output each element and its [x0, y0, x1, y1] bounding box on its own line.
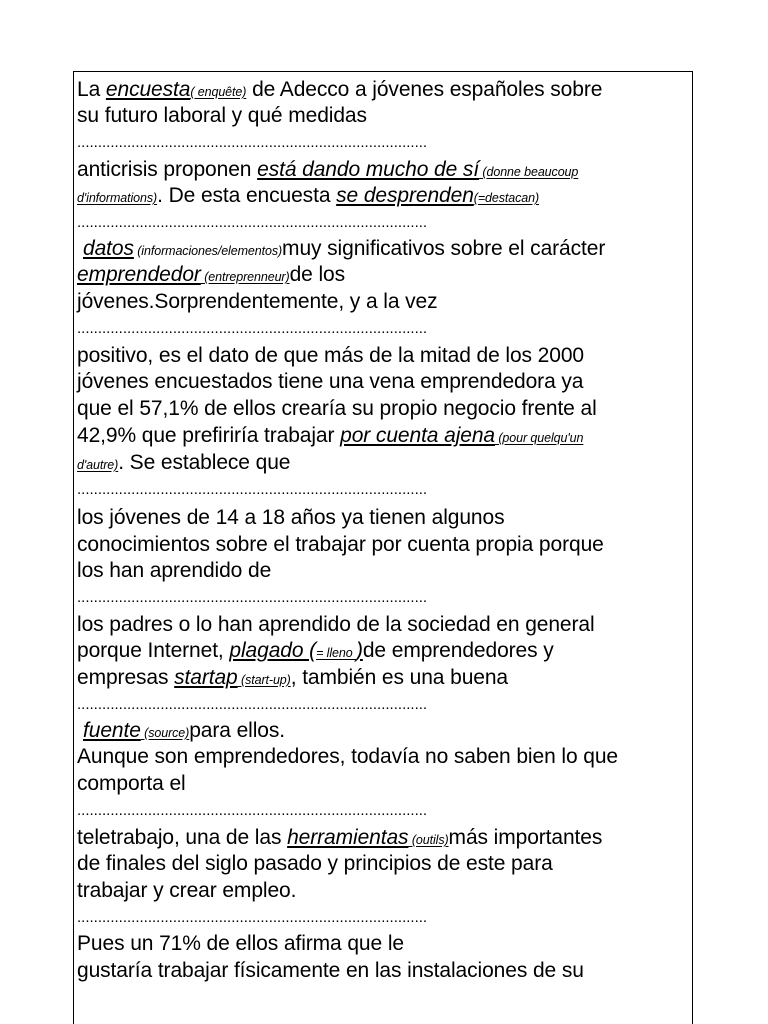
- keyword: está dando mucho de sí: [257, 158, 480, 181]
- gloss: (=destacan): [473, 191, 540, 205]
- text-line: [77, 532, 604, 558]
- blank-dots-line: ....................................................................................: [77, 134, 428, 151]
- keyword: ): [355, 639, 363, 662]
- text: anticrisis proponen: [77, 158, 258, 181]
- text-line: [77, 289, 438, 315]
- text: trabajar y crear empleo.: [77, 879, 297, 902]
- keyword: encuesta: [105, 78, 191, 101]
- text: gustaría trabajar físicamente en las instalaciones de su: [77, 959, 584, 982]
- blank-dots-line: ....................................................................................: [77, 214, 428, 231]
- text: . Se establece que: [118, 451, 291, 474]
- text-line: [77, 103, 367, 129]
- blank-dots-line: ....................................................................................: [77, 481, 428, 498]
- text: porque Internet,: [77, 639, 230, 662]
- text-line: [77, 505, 505, 531]
- text: comporta el: [77, 772, 186, 795]
- gloss: (pour quelqu'un: [495, 431, 584, 445]
- gloss: d'informations): [77, 191, 158, 205]
- text-line: [77, 638, 554, 666]
- text: muy significativos sobre el carácter: [282, 237, 606, 260]
- text: para ellos.: [189, 719, 286, 742]
- blank-dots-line: ....................................................................................: [77, 320, 428, 337]
- text: Aunque son emprendedores, todavía no saben bien lo que: [77, 745, 619, 768]
- blank-dots-line: ....................................................................................: [77, 589, 428, 606]
- gloss: (informaciones/elementos): [133, 244, 283, 258]
- text-line: [77, 744, 618, 770]
- text: de finales del siglo pasado y principios de este para: [77, 852, 553, 875]
- gloss: = lleno: [316, 646, 356, 660]
- text-line: [77, 423, 583, 451]
- text-line: [77, 396, 597, 422]
- keyword: startap: [174, 666, 238, 689]
- text-line: [77, 157, 578, 185]
- text: más importantes: [448, 826, 603, 849]
- text-line: [77, 369, 583, 395]
- text: 42,9% que prefiriría trabajar: [77, 424, 341, 447]
- keyword: herramientas: [287, 826, 409, 849]
- gloss: (source): [140, 726, 190, 740]
- text-line: [77, 878, 296, 904]
- keyword: por cuenta ajena: [340, 424, 495, 447]
- gloss: d'autre): [77, 458, 119, 472]
- text-line: [77, 558, 271, 584]
- gloss: (outils): [408, 833, 449, 847]
- text-line: [77, 612, 595, 638]
- text: , también es una buena: [290, 666, 509, 689]
- keyword: se desprenden: [336, 184, 474, 207]
- text-line: [77, 665, 508, 693]
- text: jóvenes encuestados tiene una vena emprendedora ya: [77, 370, 584, 393]
- keyword: plagado (: [229, 639, 317, 662]
- text: empresas: [77, 666, 175, 689]
- text: de emprendedores y: [362, 639, 554, 662]
- blank-dots-line: ....................................................................................: [77, 802, 428, 819]
- text-line: [77, 718, 285, 746]
- text: de los: [289, 263, 346, 286]
- gloss: ( enquête): [190, 85, 247, 99]
- text-line: [77, 450, 290, 478]
- text: La: [77, 78, 106, 101]
- text-line: [77, 183, 539, 211]
- text-line: [77, 343, 584, 369]
- text-line: [77, 262, 345, 290]
- text: Pues un 71% de ellos afirma que le: [77, 932, 404, 955]
- keyword: fuente: [83, 719, 141, 742]
- blank-dots-line: ....................................................................................: [77, 909, 428, 926]
- gloss: (entreprenneur): [200, 270, 290, 284]
- text-line: [77, 931, 404, 957]
- text-line: [77, 958, 584, 984]
- text: su futuro laboral y qué medidas: [77, 104, 367, 127]
- blank-dots-line: ....................................................................................: [77, 696, 428, 713]
- keyword: datos: [83, 237, 134, 260]
- text: los padres o lo han aprendido de la sociedad en general: [77, 613, 595, 636]
- text: los jóvenes de 14 a 18 años ya tienen algunos: [77, 506, 505, 529]
- gloss: (start-up): [237, 673, 291, 687]
- text-line: [77, 771, 186, 797]
- text: positivo, es el dato de que más de la mitad de los 2000: [77, 344, 584, 367]
- text: jóvenes.Sorprendentemente, y a la vez: [77, 290, 438, 313]
- text: de Adecco a jóvenes españoles sobre: [246, 78, 603, 101]
- text-line: [77, 825, 602, 853]
- text: conocimientos sobre el trabajar por cuenta propia porque: [77, 533, 604, 556]
- text: los han aprendido de: [77, 559, 272, 582]
- text-line: [77, 236, 605, 264]
- keyword: emprendedor: [77, 263, 201, 286]
- text-line: [77, 77, 602, 105]
- text-line: [77, 851, 553, 877]
- gloss: (donne beaucoup: [479, 165, 579, 179]
- text: que el 57,1% de ellos crearía su propio negocio frente al: [77, 397, 597, 420]
- text: . De esta encuesta: [157, 184, 337, 207]
- text: teletrabajo, una de las: [77, 826, 288, 849]
